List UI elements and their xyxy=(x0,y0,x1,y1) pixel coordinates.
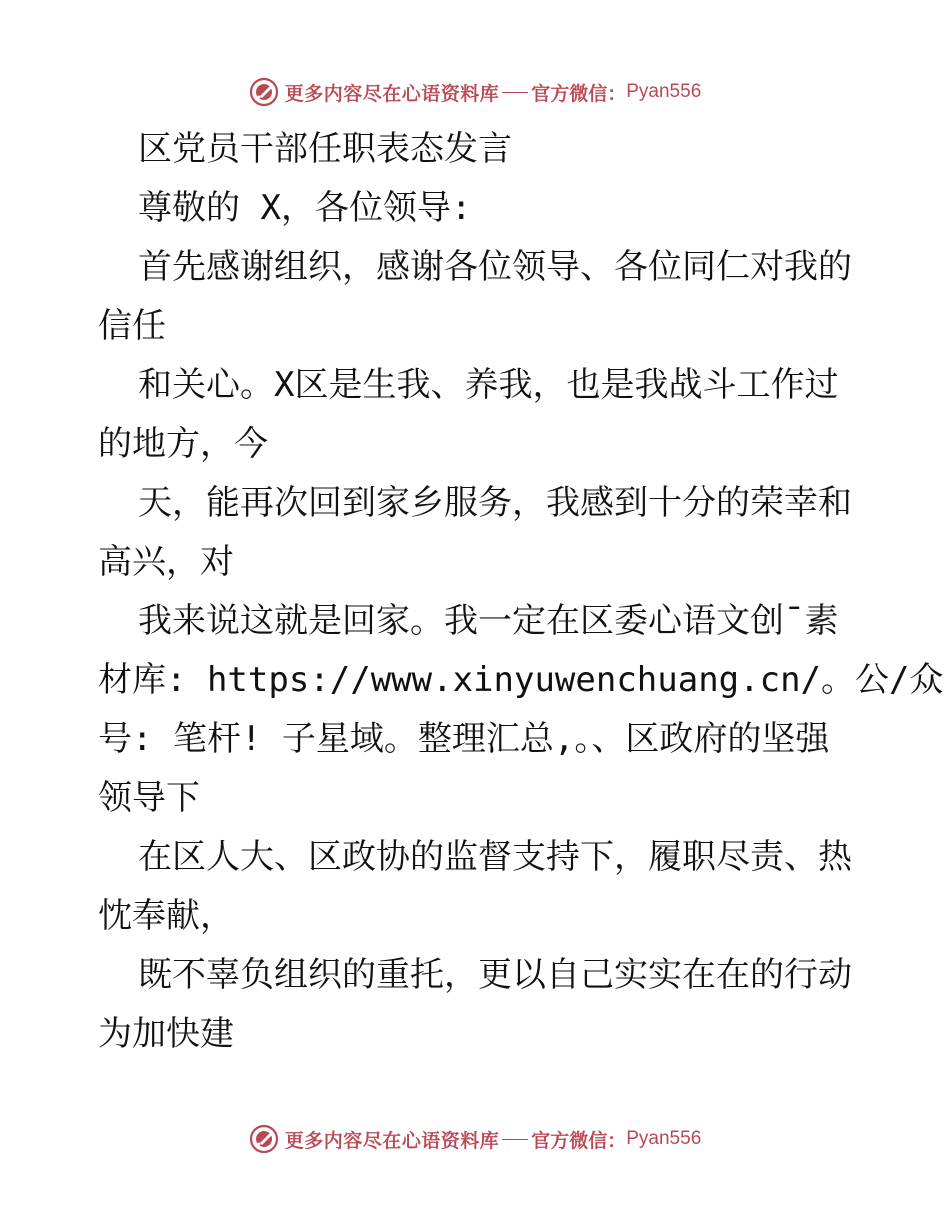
header-brand-text: 更多内容尽在心语资料库 xyxy=(284,82,500,105)
text-line: 领导下 xyxy=(98,778,200,818)
footer-brand-text: 更多内容尽在心语资料库 xyxy=(284,1129,500,1152)
document-body xyxy=(98,120,944,1064)
text-line: 天，能再次回到家乡服务，我感到十分的荣幸和 xyxy=(138,483,852,523)
text-line: 我来说这就是回家。我一定在区委心语文创¯素 xyxy=(138,601,839,641)
header-dash-divider xyxy=(502,92,528,93)
text-line: 的地方，今 xyxy=(98,424,268,464)
text-line: 为加快建 xyxy=(98,1014,234,1054)
text-line: 和关心。X区是生我、养我，也是我战斗工作过 xyxy=(138,365,839,405)
text-line: 既不辜负组织的重托，更以自己实实在在的行动 xyxy=(138,955,852,995)
text-line: 材库: https://www.xinyuwenchuang.cn/。公/众 xyxy=(98,660,944,700)
text-line: 高兴，对 xyxy=(98,542,234,582)
text-line: 在区人大、区政协的监督支持下，履职尽责、热 xyxy=(138,837,852,877)
text-line: 信任 xyxy=(98,306,166,346)
footer-wechat-id: Pyan556 xyxy=(626,1128,702,1149)
footer-wechat-label: 官方微信： xyxy=(531,1129,627,1152)
text-line: 首先感谢组织，感谢各位领导、各位同仁对我的 xyxy=(138,247,852,287)
header-wechat-label: 官方微信： xyxy=(531,82,627,105)
document-title: 区党员干部任职表态发言 xyxy=(138,129,512,169)
footer-watermark-banner xyxy=(0,1119,950,1159)
brand-logo-icon xyxy=(249,1124,279,1154)
header-wechat-id: Pyan556 xyxy=(626,81,702,102)
brand-logo-icon xyxy=(249,77,279,107)
salutation-line: 尊敬的 X，各位领导: xyxy=(138,188,472,228)
text-line: 忱奉献， xyxy=(98,896,234,936)
text-line: 号: 笔杆! 子星域。整理汇总,。、区政府的坚强 xyxy=(98,719,830,759)
header-watermark-banner xyxy=(0,72,950,112)
footer-dash-divider xyxy=(502,1139,528,1140)
